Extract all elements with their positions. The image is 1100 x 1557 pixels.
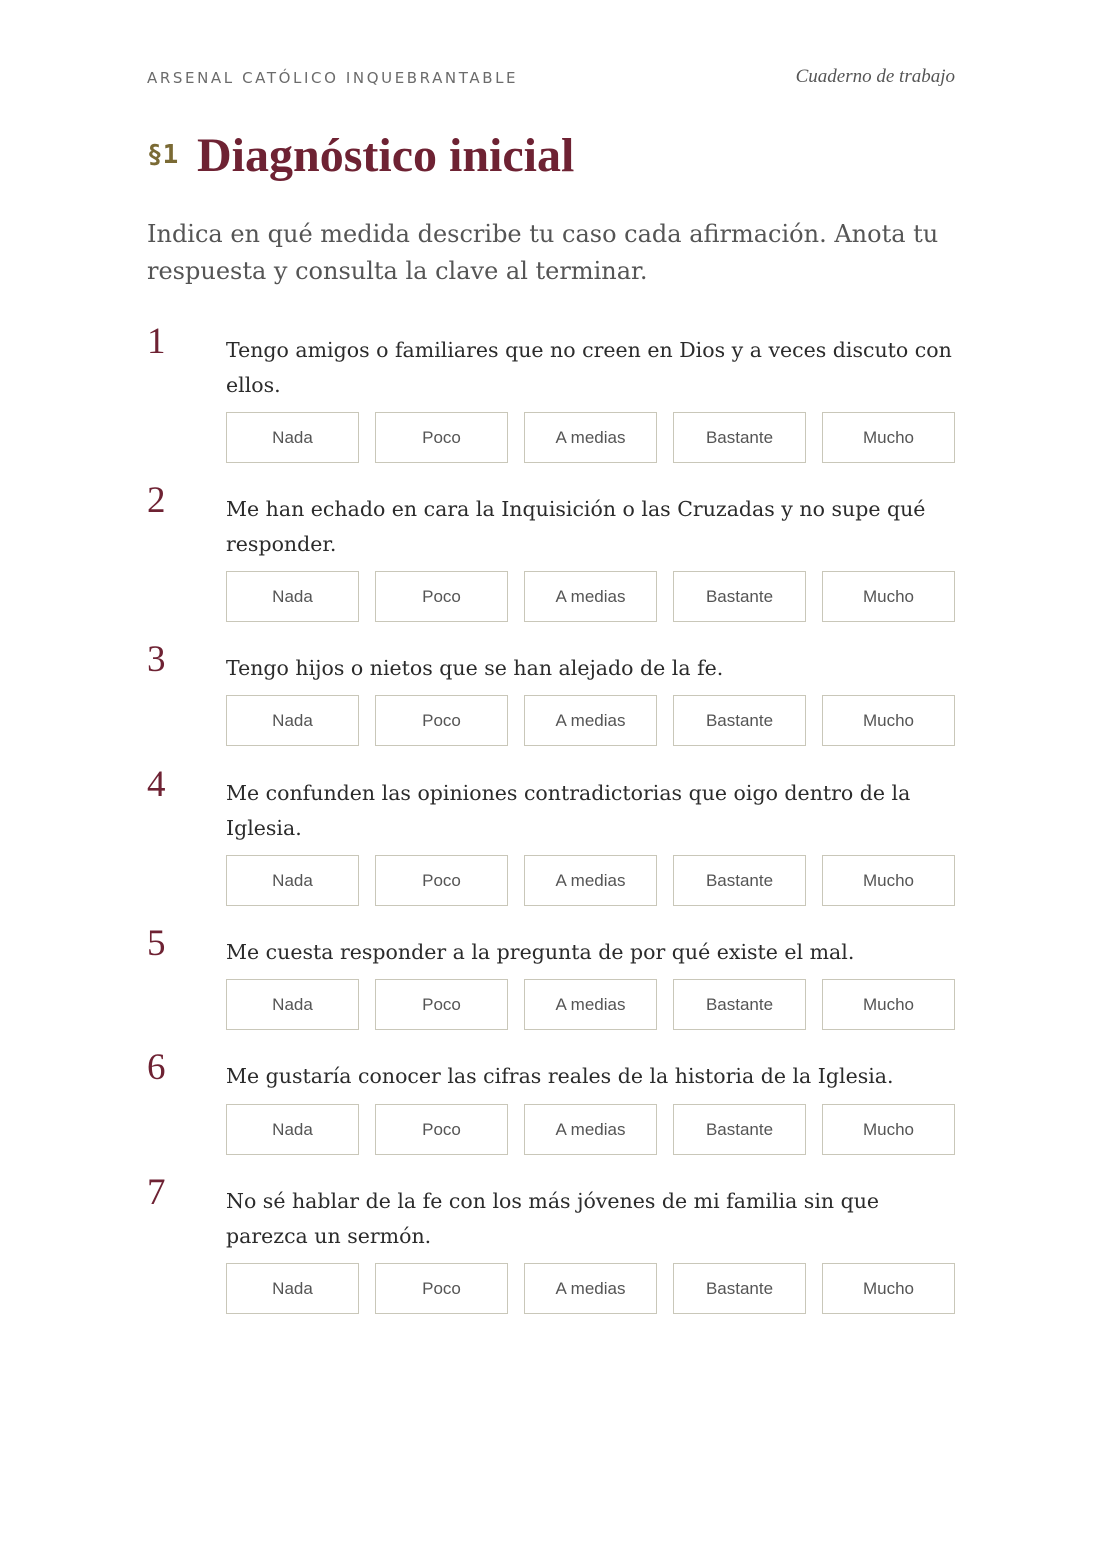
answer-option-poco[interactable]: Poco [375,1104,508,1155]
section-number: §1 [147,140,179,170]
answer-option-a-medias[interactable]: A medias [524,979,657,1030]
question-text: Me han echado en cara la Inquisición o las Cruzadas y no supe qué responder. [226,497,926,556]
answer-options [226,855,955,906]
answer-option-poco[interactable]: Poco [375,979,508,1030]
answer-option-mucho[interactable]: Mucho [822,855,955,906]
question-text: Tengo hijos o nietos que se han alejado de la fe. [226,656,724,680]
answer-option-mucho[interactable]: Mucho [822,1263,955,1314]
answer-option-mucho[interactable]: Mucho [822,412,955,463]
answer-option-bastante[interactable]: Bastante [673,1104,806,1155]
answer-option-poco[interactable]: Poco [375,1263,508,1314]
question-text: Me gustaría conocer las cifras reales de la historia de la Iglesia. [226,1064,894,1088]
answer-options [226,979,955,1030]
page-title: Diagnóstico inicial [197,129,575,182]
answer-option-nada[interactable]: Nada [226,695,359,746]
answer-option-nada[interactable]: Nada [226,571,359,622]
brand-label: ARSENAL CATÓLICO INQUEBRANTABLE [147,69,519,87]
answer-option-mucho[interactable]: Mucho [822,571,955,622]
answer-option-a-medias[interactable]: A medias [524,1263,657,1314]
answer-options [226,1263,955,1314]
answer-option-nada[interactable]: Nada [226,412,359,463]
answer-option-poco[interactable]: Poco [375,855,508,906]
question-number: 6 [147,1047,166,1088]
question-number: 5 [147,923,166,964]
answer-option-a-medias[interactable]: A medias [524,571,657,622]
workbook-label: Cuaderno de trabajo [795,66,955,87]
question-number: 3 [147,639,166,680]
answer-options [226,412,955,463]
question-text: Me confunden las opiniones contradictorias que oigo dentro de la Iglesia. [226,781,911,840]
question-number: 1 [147,321,166,362]
answer-option-nada[interactable]: Nada [226,1263,359,1314]
answer-option-a-medias[interactable]: A medias [524,412,657,463]
answer-option-bastante[interactable]: Bastante [673,855,806,906]
page-header [147,66,955,92]
answer-options [226,571,955,622]
answer-option-bastante[interactable]: Bastante [673,1263,806,1314]
answer-option-bastante[interactable]: Bastante [673,695,806,746]
answer-option-mucho[interactable]: Mucho [822,1104,955,1155]
question-text: Me cuesta responder a la pregunta de por qué existe el mal. [226,940,855,964]
answer-option-bastante[interactable]: Bastante [673,571,806,622]
answer-option-mucho[interactable]: Mucho [822,695,955,746]
intro-text: Indica en qué medida describe tu caso cada afirmación. Anota tu respuesta y consulta la clave al terminar. [147,220,939,285]
answer-option-nada[interactable]: Nada [226,855,359,906]
question-number: 2 [147,480,166,521]
answer-option-poco[interactable]: Poco [375,412,508,463]
question-text: No sé hablar de la fe con los más jóvenes de mi familia sin que parezca un sermón. [226,1189,880,1248]
answer-option-mucho[interactable]: Mucho [822,979,955,1030]
question-number: 7 [147,1172,166,1213]
answer-option-a-medias[interactable]: A medias [524,695,657,746]
answer-option-bastante[interactable]: Bastante [673,412,806,463]
answer-option-poco[interactable]: Poco [375,695,508,746]
answer-option-a-medias[interactable]: A medias [524,1104,657,1155]
answer-options [226,1104,955,1155]
answer-option-nada[interactable]: Nada [226,1104,359,1155]
answer-option-nada[interactable]: Nada [226,979,359,1030]
answer-options [226,695,955,746]
answer-option-poco[interactable]: Poco [375,571,508,622]
answer-option-bastante[interactable]: Bastante [673,979,806,1030]
question-text: Tengo amigos o familiares que no creen en Dios y a veces discuto con ellos. [226,338,952,397]
question-number: 4 [147,764,166,805]
answer-option-a-medias[interactable]: A medias [524,855,657,906]
